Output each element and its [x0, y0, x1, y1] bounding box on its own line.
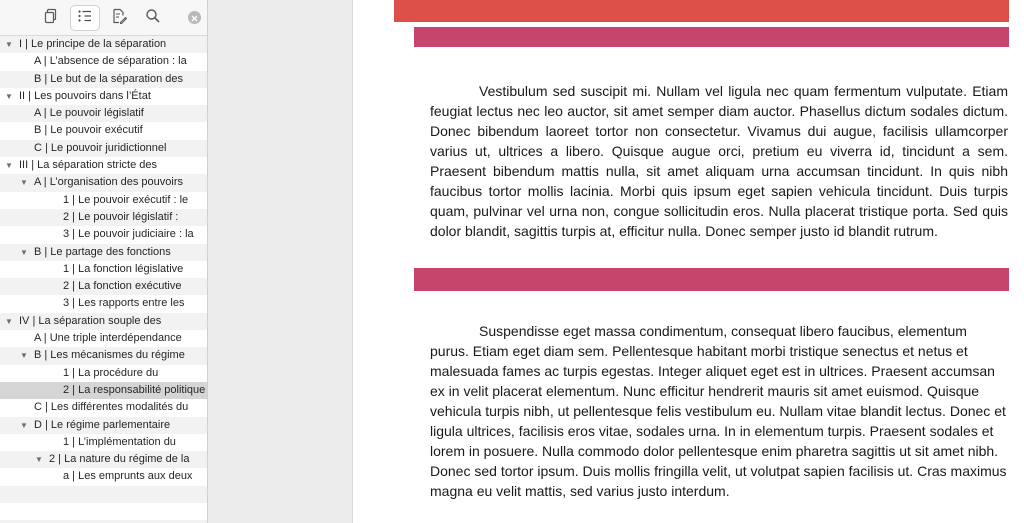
outline-item[interactable] [0, 105, 207, 122]
outline-empty-row [0, 503, 207, 520]
outline-item[interactable] [0, 209, 207, 226]
outline-item-label: III | La séparation stricte des [19, 159, 157, 172]
outline-item-label: 2 | Le pouvoir législatif : [63, 210, 179, 223]
annotations-button[interactable] [104, 5, 134, 31]
outline-item[interactable] [0, 417, 207, 434]
outline-item-label: 1 | La procédure du [63, 366, 159, 379]
search-button[interactable] [138, 5, 168, 31]
heading-color-bar [414, 27, 1009, 47]
outline-item[interactable] [0, 313, 207, 330]
close-icon [191, 9, 198, 27]
body-paragraph: Suspendisse eget massa condimentum, consequat libero faucibus, elementum purus. Etiam eget diam sem. Pellentesque habitant morbi tristique senectus et netus et malesuada fames ac turpis egestas. Integer aliquet eget est in ultrices. Praesent accumsan ex in velit placerat elementum. Nunc efficitur hendrerit mauris sit amet euismod. Quisque vehicula turpis nibh, ut pellentesque felis vestibulum eu. Nullam vitae blandit lectus. Donec et ligula ultrices, facilisis eros vitae, sodales urna. In in elementum turpis. Praesent sodales et lorem in posuere. Nulla commodo dolor pellentesque enim pharetra sagittis ut sit amet nibh. Donec sed tortor ipsum. Duis mollis fringilla velit, ut volutpat sapien facilisis ut. Cras maximus magna eu velit mattis, sed varius justo interdum. [430, 323, 1007, 499]
body-paragraph: Vestibulum sed suscipit mi. Nullam vel ligula nec quam fermentum vulputate. Etiam feugiat lectus nec leo auctor, sit amet semper diam auctor. Phasellus dictum sodales dictum. Donec bibendum laoreet tortor non consectetur. Vivamus dui augue, facilisis ullamcorper varius ut, ultrices a libero. Quisque augue orci, pretium eu viverra id, tincidunt a sem. Praesent bibendum mattis nulla, sit amet aliquam urna accumsan tincidunt. In quis nibh faucibus tortor mollis lacinia. Morbi quis ipsum eget sapien vehicula tincidunt. Duis turpis quam, pulvinar vel urna non, congue sollicitudin eros. Nulla placerat tristique porta. Sed quis dolor blandit, sagittis turpis at, efficitur nulla. Donec semper justo id blandit rutrum. [430, 83, 1008, 239]
disclosure-triangle-icon[interactable]: ▼ [5, 40, 13, 49]
disclosure-triangle-icon[interactable]: ▼ [20, 420, 28, 430]
outline-item[interactable] [0, 434, 207, 451]
outline-item-label: B | Les mécanismes du régime [34, 349, 185, 362]
outline-item-label: C | Le pouvoir juridictionnel [34, 141, 167, 154]
disclosure-triangle-icon[interactable]: ▼ [20, 247, 28, 257]
disclosure-triangle-icon[interactable]: ▼ [5, 161, 13, 171]
outline-item-label: II | Les pouvoirs dans l’État [19, 89, 151, 102]
outline-item-label: I | Le principe de la séparation [19, 38, 167, 50]
disclosure-triangle-icon[interactable]: ▼ [35, 455, 43, 465]
canvas-gutter [208, 0, 352, 523]
outline-button[interactable] [70, 5, 100, 31]
outline-item[interactable] [0, 468, 207, 485]
outline-item[interactable] [0, 399, 207, 416]
outline-item[interactable] [0, 174, 207, 191]
outline-item[interactable] [0, 140, 207, 157]
outline-item-label: C | Les différentes modalités du [34, 401, 189, 414]
outline-item[interactable] [0, 157, 207, 174]
outline-item[interactable] [0, 365, 207, 382]
annotations-icon [111, 8, 127, 29]
outline-item-label: A | L’organisation des pouvoirs [34, 176, 184, 189]
close-sidebar-button[interactable] [188, 11, 201, 24]
outline-item[interactable] [0, 330, 207, 347]
outline-item-label: 3 | Le pouvoir judiciaire : la [63, 228, 194, 241]
outline-item[interactable] [0, 347, 207, 364]
disclosure-triangle-icon[interactable]: ▼ [20, 178, 28, 188]
outline-item-label: 3 | Les rapports entre les [63, 297, 185, 310]
heading-color-bar [414, 268, 1009, 291]
outline-empty-row [0, 486, 207, 503]
outline-item[interactable] [0, 382, 207, 399]
disclosure-triangle-icon[interactable]: ▼ [5, 316, 13, 326]
outline-item-label: 2 | La responsabilité politique [63, 383, 206, 396]
disclosure-triangle-icon[interactable]: ▼ [20, 351, 28, 361]
outline-item[interactable] [0, 88, 207, 105]
outline-item-label: 1 | L’implémentation du [63, 435, 176, 448]
outline-list [0, 36, 207, 520]
header-color-bar [394, 0, 1009, 22]
sidebar-toolbar [0, 0, 207, 36]
outline-item[interactable] [0, 122, 207, 139]
document-page [352, 0, 1024, 523]
outline-item-label: B | Le but de la séparation des [34, 72, 184, 85]
outline-item-label: B | Le partage des fonctions [34, 245, 171, 258]
sidebar [0, 0, 208, 523]
outline-item[interactable] [0, 71, 207, 88]
outline-item[interactable] [0, 226, 207, 243]
outline-item[interactable] [0, 451, 207, 468]
outline-item[interactable] [0, 278, 207, 295]
outline-item[interactable] [0, 36, 207, 53]
outline-item-label: 2 | La fonction exécutive [63, 280, 182, 293]
outline-item[interactable] [0, 244, 207, 261]
pages-button[interactable] [36, 5, 66, 31]
outline-list-icon [77, 8, 93, 29]
outline-item-label: B | Le pouvoir exécutif [34, 124, 143, 137]
outline-item[interactable] [0, 295, 207, 312]
pages-icon [43, 8, 59, 29]
outline-item-label: a | Les emprunts aux deux [63, 470, 193, 483]
outline-item[interactable] [0, 192, 207, 209]
outline-item-label: A | Une triple interdépendance [34, 332, 182, 345]
outline-item[interactable] [0, 53, 207, 70]
outline-item[interactable] [0, 261, 207, 278]
outline-item-label: A | L’absence de séparation : la [34, 55, 187, 68]
outline-item-label: 2 | La nature du régime de la [49, 453, 190, 466]
outline-item-label: 1 | La fonction législative [63, 262, 184, 275]
search-icon [145, 8, 161, 29]
outline-item-label: IV | La séparation souple des [19, 314, 162, 327]
disclosure-triangle-icon[interactable]: ▼ [5, 91, 13, 101]
outline-item-label: A | Le pouvoir législatif [34, 107, 144, 120]
outline-item-label: D | Le régime parlementaire [34, 418, 171, 431]
outline-item-label: 1 | Le pouvoir exécutif : le [63, 193, 189, 206]
